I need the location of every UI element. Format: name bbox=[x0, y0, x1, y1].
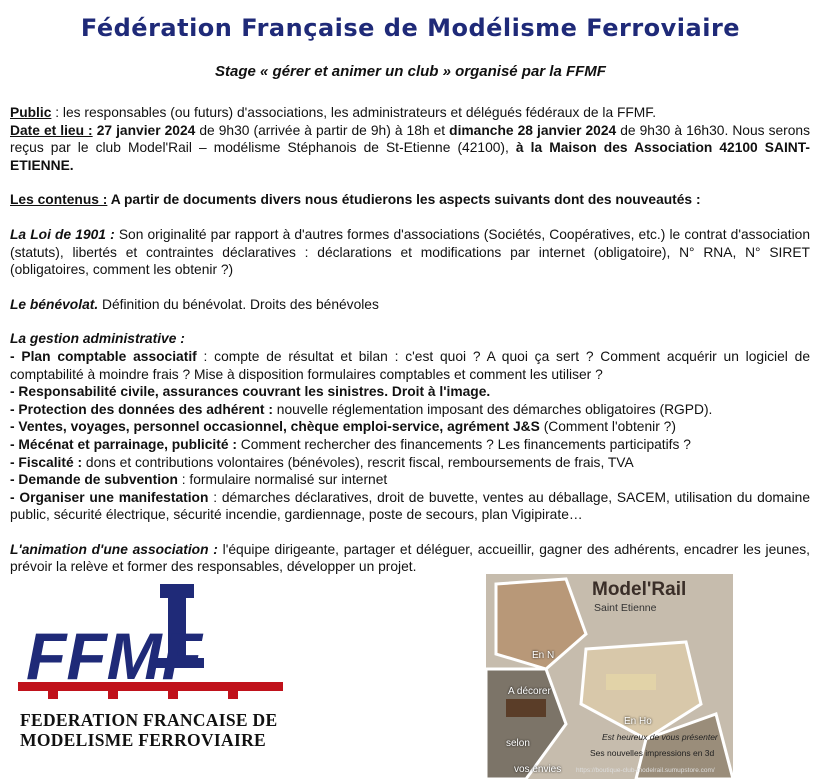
date-paragraph bbox=[10, 122, 810, 175]
gestion-item-title: - Mécénat et parrainage, publicité : bbox=[10, 436, 237, 452]
gestion-item-title: - Organiser une manifestation bbox=[10, 489, 209, 505]
loi-paragraph bbox=[10, 226, 810, 279]
label-presenter: Est heureux de vous présenter bbox=[602, 732, 718, 742]
label-a-decorer: A décorer bbox=[508, 686, 551, 697]
loi-text: Son originalité par rapport à d'autres formes d'associations (Sociétés, Coopératives, etc.) le contrat d'association (statuts), libertés et contraintes déclaratives : déclarations et modifications par internet (obligatoire), N° RNA, N° SIRET (obligatoires, comment les obtenir ?) bbox=[10, 226, 810, 278]
label-vos-envies: vos envies bbox=[514, 764, 562, 775]
gestion-item bbox=[10, 454, 810, 472]
gestion-item-text: : compte de résultat et bilan : c'est quoi ? A quoi ça sert ? Comment acquérir un logiciel de comptabilité à moindre frais ? Mise à disposition formulaires comptables et comment les utiliser ? bbox=[10, 348, 810, 382]
gestion-list bbox=[10, 348, 810, 524]
collage-url: https://boutique-club-modelrail.sumupstore.com/ bbox=[576, 767, 715, 774]
date-label: Date et lieu : bbox=[10, 122, 93, 138]
logo-caption-line2: MODELISME FERROVIAIRE bbox=[20, 730, 266, 750]
gestion-label: La gestion administrative : bbox=[10, 331, 185, 347]
animation-label: L'animation d'une association : bbox=[10, 541, 218, 557]
gestion-item-text: (Comment l'obtenir ?) bbox=[539, 419, 676, 435]
public-paragraph bbox=[10, 104, 810, 122]
gestion-item bbox=[10, 348, 810, 383]
gestion-item bbox=[10, 401, 810, 419]
gestion-item-text: Comment rechercher des financements ? Les financements participatifs ? bbox=[236, 436, 691, 452]
date-first: 27 janvier 2024 bbox=[92, 122, 196, 138]
benevolat-paragraph bbox=[10, 296, 810, 314]
contenus-label: Les contenus : bbox=[10, 192, 108, 208]
date-text-1: de 9h30 (arrivée à partir de 9h) à 18h et bbox=[195, 122, 450, 138]
gestion-item-title: - Protection des données des adhérent : bbox=[10, 401, 273, 417]
logo-caption-line1: FEDERATION FRANCAISE DE bbox=[20, 710, 278, 730]
gestion-item-title: - Demande de subvention bbox=[10, 472, 178, 488]
contenus-text: A partir de documents divers nous étudierons les aspects suivants dont des nouveautés : bbox=[107, 192, 701, 208]
collage-brand: Model'Rail bbox=[592, 579, 687, 600]
gestion-item-title: - Ventes, voyages, personnel occasionnel, chèque emploi-service, agrément J&S bbox=[10, 419, 540, 435]
collage-brand-sub: Saint Etienne bbox=[594, 602, 657, 614]
label-en-n: En N bbox=[532, 650, 555, 661]
animation-paragraph bbox=[10, 541, 810, 576]
gestion-item-text: : démarches déclaratives, droit de buvette, ventes au déballage, SACEM, utilisation du domaine public, sécurité électrique, sécurité incendie, gardiennage, poste de secours, plan Vigipirate… bbox=[10, 489, 810, 523]
modelrail-collage bbox=[486, 574, 733, 779]
public-text: : les responsables (ou futurs) d'associations, les administrateurs et délégués fédéraux de la FFMF. bbox=[51, 105, 657, 120]
contenus-paragraph bbox=[10, 191, 810, 209]
date-place: à la Maison des Association 42100 SAINT-ETIENNE. bbox=[10, 140, 810, 173]
logo-letters: FFMF bbox=[26, 619, 202, 693]
gestion-item bbox=[10, 418, 810, 436]
gestion-item-title: - Fiscalité : bbox=[10, 454, 83, 470]
wagon-shape bbox=[506, 699, 546, 717]
logo-caption bbox=[20, 710, 280, 750]
label-impressions: Ses nouvelles impressions en 3d bbox=[590, 748, 715, 758]
stage-subtitle: Stage « gérer et animer un club » organisé par la FFMF bbox=[215, 63, 606, 80]
gestion-item bbox=[10, 489, 810, 524]
document-body bbox=[10, 104, 810, 576]
gestion-item-title: - Responsabilité civile, assurances couvrant les sinistres. Droit à l'image. bbox=[10, 384, 491, 400]
loi-label: La Loi de 1901 : bbox=[10, 226, 115, 242]
gestion-item-text: : formulaire normalisé sur internet bbox=[177, 472, 388, 488]
public-label: Public bbox=[10, 105, 52, 120]
label-selon: selon bbox=[506, 738, 530, 749]
date-text-2: de 9h30 à 16h30. Nous serons reçus par le club Model'Rail – modélisme Stéphanois de St-Etienne (42100), bbox=[10, 122, 810, 156]
benevolat-text: Définition du bénévolat. Droits des bénévoles bbox=[98, 296, 379, 312]
gestion-item bbox=[10, 383, 810, 401]
gestion-heading bbox=[10, 330, 810, 348]
benevolat-label: Le bénévolat. bbox=[10, 296, 99, 312]
label-en-ho: En Ho bbox=[624, 716, 652, 727]
gestion-item bbox=[10, 471, 810, 489]
animation-text: l'équipe dirigeante, partager et déléguer, accueillir, gagner des adhérents, encadrer les jeunes, prévoir la relève et former des responsables, développer un projet. bbox=[10, 541, 811, 575]
date-second: dimanche 28 janvier 2024 bbox=[449, 122, 617, 138]
gestion-item-text: nouvelle réglementation imposant des démarches obligatoires (RGPD). bbox=[272, 401, 713, 417]
gestion-item-title: - Plan comptable associatif bbox=[10, 348, 197, 364]
gestion-item-text: dons et contributions volontaires (bénévoles), rescrit fiscal, remboursements de frais, TVA bbox=[82, 454, 634, 470]
page-title: Fédération Française de Modélisme Ferroviaire bbox=[80, 14, 741, 42]
cart-shape bbox=[606, 674, 656, 690]
gestion-item bbox=[10, 436, 810, 454]
